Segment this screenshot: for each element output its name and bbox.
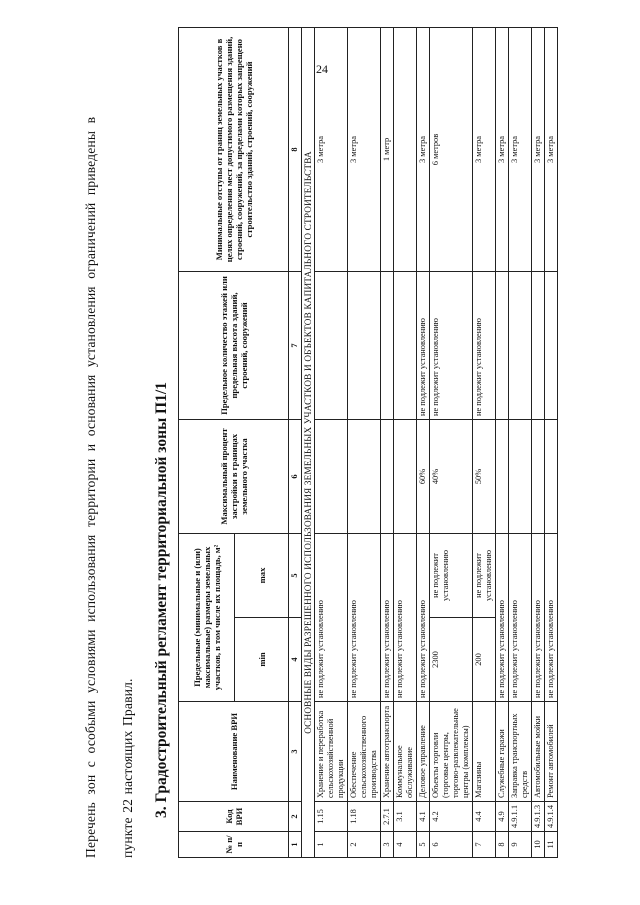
cell-setback: 6 метров [430,27,473,271]
cell-code: 1.15 [315,802,348,832]
cell-setback: 3 метра [545,27,558,271]
cell-name: Хранение автотранспорта [381,702,394,802]
cell-min: не подлежит установлению [545,533,558,701]
table-row [496,27,509,857]
table-row [532,27,545,857]
cell-code: 3.1 [394,802,417,832]
intro-line-1: Перечень зон с особыми условиями использования территории и основания установления ограничений приведены в [83,116,98,858]
table-row [417,27,430,857]
cell-setback: 3 метра [473,27,496,271]
cell-floors [532,271,545,419]
cell-no: 4 [394,832,417,858]
cell-code: 4.1 [417,802,430,832]
table-row [430,27,473,857]
cell-setback: 3 метра [348,27,381,271]
cell-name: Хранение и переработка сельскохозяйственной продукции [315,702,348,802]
cell-code: 4.2 [430,802,473,832]
cell-min: не подлежит установлению [348,533,381,701]
cell-floors: не подлежит установлению [473,271,496,419]
header-plot-size: Предельные (минимальные и (или) максимальные) размеры земельных участков, в том числе их площадь, м² [179,533,235,701]
header-floors: Предельное количество этажей или предельная высота зданий, строений, сооружений [179,271,289,419]
header-no: № п/п [179,832,289,858]
cell-no: 8 [496,832,509,858]
cell-percent [315,419,348,533]
col-number: 3 [289,702,302,802]
cell-no: 2 [348,832,381,858]
cell-name: Объекты торговли (торговые центры, торгово-развлекательные центры (комплексы) [430,702,473,802]
cell-code: 2.7.1 [381,802,394,832]
cell-no: 5 [417,832,430,858]
cell-percent [509,419,532,533]
cell-floors [509,271,532,419]
table-row [394,27,417,857]
header-max: max [235,533,289,617]
header-setback: Минимальные отступы от границ земельных участков в целях определения мест допустимого размещения зданий, строений, сооружений, за пределами которых запрещено строительство зданий, строений, сооружений [179,27,289,271]
cell-min: 2300 [430,618,473,702]
cell-min: не подлежит установлению [394,533,417,701]
cell-setback: 1 метр [381,27,394,271]
table-row [473,27,496,857]
table-row [315,27,348,857]
section-title: 3. Градостроительный регламент территориальной зоны П1/1 [153,382,170,818]
regulation-table [178,27,558,858]
cell-setback: 3 метра [315,27,348,271]
col-number: 4 [289,618,302,702]
cell-setback: 3 метра [509,27,532,271]
cell-floors [381,271,394,419]
cell-min: не подлежит установлению [509,533,532,701]
cell-percent [545,419,558,533]
cell-max: не подлежит установлению [430,533,473,617]
cell-code: 1.18 [348,802,381,832]
col-number: 7 [289,271,302,419]
cell-percent: 60% [417,419,430,533]
cell-setback: 3 метра [417,27,430,271]
cell-percent [532,419,545,533]
col-number: 1 [289,832,302,858]
cell-no: 11 [545,832,558,858]
section-row-title: ОСНОВНЫЕ ВИДЫ РАЗРЕШЕННОГО ИСПОЛЬЗОВАНИЯ ЗЕМЕЛЬНЫХ УЧАСТКОВ И ОБЪЕКТОВ КАПИТАЛЬНОГО СТРОИТЕЛЬСТВА [302,27,315,857]
cell-floors: не подлежит установлению [417,271,430,419]
cell-floors [348,271,381,419]
cell-setback: 3 метра [532,27,545,271]
intro-paragraph [72,28,146,858]
cell-percent: 40% [430,419,473,533]
intro-line-2: пункте 22 настоящих Правил. [120,678,135,858]
column-number-row [289,27,302,857]
col-number: 2 [289,802,302,832]
cell-floors [496,271,509,419]
cell-max: не подлежит установлению [473,533,496,617]
cell-name: Служебные гаражи [496,702,509,802]
table-row [545,27,558,857]
cell-percent: 50% [473,419,496,533]
cell-name: Деловое управление [417,702,430,802]
cell-percent [394,419,417,533]
col-number: 8 [289,27,302,271]
cell-code: 4.9.1.1 [509,802,532,832]
col-number: 6 [289,419,302,533]
cell-min: не подлежит установлению [315,533,348,701]
cell-name: Заправка транспортных средств [509,702,532,802]
cell-name: Обеспечение сельскохозяйственного производства [348,702,381,802]
cell-no: 3 [381,832,394,858]
header-name: Наименование ВРИ [179,702,289,802]
cell-setback [394,27,417,271]
cell-floors: не подлежит установлению [430,271,473,419]
cell-min: не подлежит установлению [532,533,545,701]
cell-no: 9 [509,832,532,858]
rotated-sheet [72,28,617,858]
cell-min: 200 [473,618,496,702]
col-number: 5 [289,533,302,617]
table-row [348,27,381,857]
cell-setback: 3 метра [496,27,509,271]
page-number: 24 [316,62,328,76]
cell-min: не подлежит установлению [381,533,394,701]
header-min: min [235,618,289,702]
cell-code: 4.9.1.4 [545,802,558,832]
cell-code: 4.9.1.3 [532,802,545,832]
cell-percent [496,419,509,533]
cell-min: не подлежит установлению [417,533,430,701]
cell-floors [545,271,558,419]
header-max-percent: Максимальный процент застройки в границах земельного участка [179,419,289,533]
cell-percent [381,419,394,533]
header-code: Код ВРИ [179,802,289,832]
cell-floors [394,271,417,419]
cell-floors [315,271,348,419]
cell-code: 4.4 [473,802,496,832]
cell-no: 1 [315,832,348,858]
cell-code: 4.9 [496,802,509,832]
cell-name: Ремонт автомобилей [545,702,558,802]
cell-no: 7 [473,832,496,858]
cell-name: Магазины [473,702,496,802]
cell-name: Автомобильные мойки [532,702,545,802]
cell-min: не подлежит установлению [496,533,509,701]
table-row [509,27,532,857]
cell-percent [348,419,381,533]
cell-no: 6 [430,832,473,858]
cell-no: 10 [532,832,545,858]
section-row [302,27,315,857]
cell-name: Коммунальное обслуживание [394,702,417,802]
table-row [381,27,394,857]
